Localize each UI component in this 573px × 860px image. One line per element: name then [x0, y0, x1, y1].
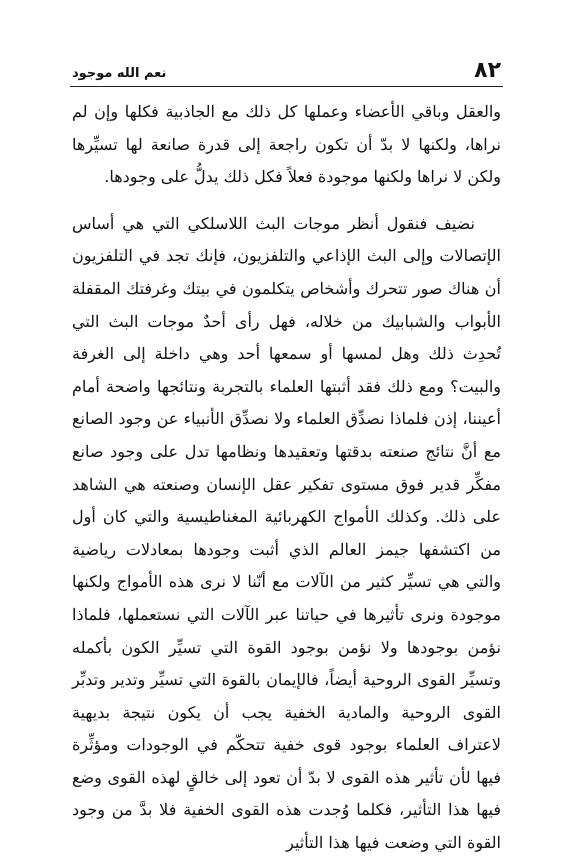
header-divider	[70, 86, 503, 87]
body-text	[72, 96, 501, 860]
page-number: ٨٢	[474, 58, 501, 83]
running-title: نعم الله موجود	[72, 66, 167, 81]
page-header	[72, 56, 501, 82]
paragraph: نضيف فنقول أنظر موجات البث اللاسلكي التي هي أساس الإتصالات وإلى البث الإذاعي والتلفزيون، فإنك تجد في التلفزيون أن هناك صور تتحرك وأشخاص يتكلمون في بيتك وغرفتك المقفلة الأبواب والشبابيك من خلاله، فهل رأى أحدٌ موجات البث التي تُحدِث ذلك وهل لمسها أو سمعها أحد وهي داخلة إلى الغرفة والبيت؟ ومع ذلك فقد أثبتها العلماء بالتجربة ونتائجها واضحة أمام أعيننا، إذن فلماذا نصدِّق العلماء ولا نصدِّق الأنبياء عن وجود الصانع مع أنَّ نتائج صنعته بدقتها وتعقيدها ونظامها تدل على وجود صانع مفكِّر قدير فوق مستوى تفكير عقل الإنسان وصنعته هي الشاهد على ذلك. وكذلك الأمواج الكهربائية المغناطيسية والتي كان أول من اكتشفها جيمز العالم الذي أثبت وجودها بمعادلات رياضية والتي هي تسيِّر كثير من الآلات مع أنّنا لا نرى هذه الأمواج ولكنها موجودة ونرى تأثيرها في حياتنا عبر الآلات التي نستعملها، فلماذا نؤمن بوجودها ولا نؤمن بوجود القوة التي تسيِّر الكون بأكمله وتسيِّر القوى الروحية أيضاً، فالإيمان بالقوة التي تسيِّر وتدير وتدبِّر القوى الروحية والمادية الخفية يجب أن يكون نتيجة بديهية لاعتراف العلماء بوجود قوى خفية تتحكّم في الوجودات ومؤثِّرة فيها لأن تأثير هذه القوى لا بدّ أن تعود إلى خالقٍ لهذه القوى وضع فيها هذا التأثير، فكلما وُجدت هذه القوى الخفية فلا بدَّ من وجود القوة التي وضعت فيها هذا التأثير	[72, 213, 502, 853]
paragraph: والعقل وباقي الأعضاء وعملها كل ذلك مع الجاذبية فكلها وإن لم نراها، ولكنها لا بدّ أن تكون راجعة إلى قدرة صانعة لها تسيِّرها ولكن لا نراها ولكنها موجودة فعلاً فكل ذلك يدلُّ على وجودها.	[72, 102, 501, 187]
